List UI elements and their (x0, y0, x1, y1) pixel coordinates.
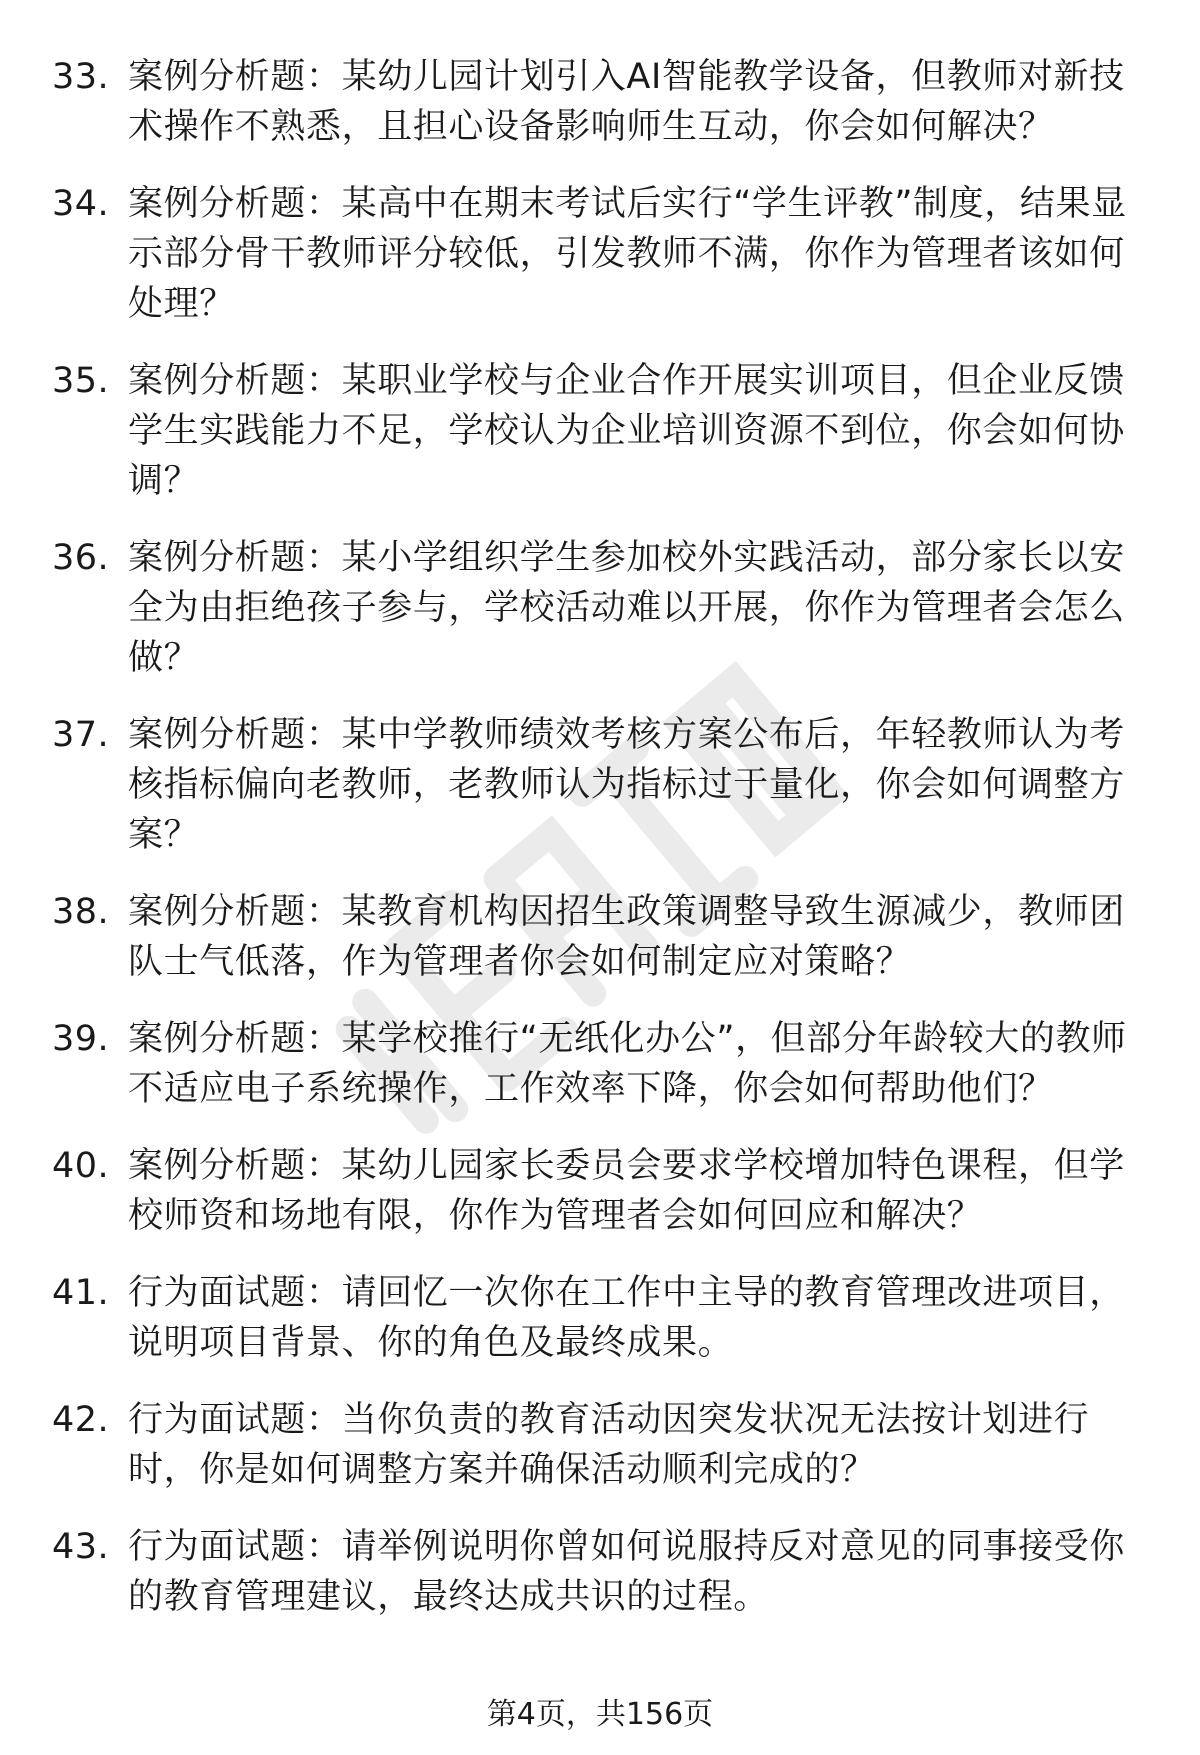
question-number: 43. (52, 1527, 110, 1567)
question-item (0, 1268, 1200, 1368)
question-text: 行为面试题：当你负责的教育活动因突发状况无法按计划进行时，你是如何调整方案并确保活动顺利完成的？ (128, 1400, 1090, 1490)
question-item (0, 52, 1200, 152)
question-text: 案例分析题：某高中在期末考试后实行“学生评教”制度，结果显示部分骨干教师评分较低，引发教师不满，你作为管理者该如何处理？ (128, 184, 1127, 324)
question-item (0, 1395, 1200, 1495)
question-item (0, 1141, 1200, 1241)
question-number: 38. (52, 892, 110, 932)
question-number: 36. (52, 538, 110, 578)
question-number: 35. (52, 361, 110, 401)
question-number: 34. (52, 184, 110, 224)
question-number: 37. (52, 715, 110, 755)
question-text: 案例分析题：某学校推行“无纸化办公”，但部分年龄较大的教师不适应电子系统操作，工作效率下降，你会如何帮助他们？ (128, 1019, 1127, 1109)
question-number: 39. (52, 1019, 110, 1059)
question-number: 33. (52, 57, 110, 97)
question-number: 42. (52, 1400, 110, 1440)
question-item (0, 356, 1200, 506)
question-text: 行为面试题：请回忆一次你在工作中主导的教育管理改进项目，说明项目背景、你的角色及最终成果。 (128, 1273, 1125, 1363)
question-text: 案例分析题：某中学教师绩效考核方案公布后，年轻教师认为考核指标偏向老教师，老教师认为指标过于量化，你会如何调整方案？ (128, 715, 1125, 855)
question-item (0, 887, 1200, 987)
question-text: 案例分析题：某幼儿园计划引入AI智能教学设备，但教师对新技术操作不熟悉，且担心设备影响师生互动，你会如何解决？ (128, 57, 1125, 147)
question-item (0, 1522, 1200, 1622)
question-text: 案例分析题：某小学组织学生参加校外实践活动，部分家长以安全为由拒绝孩子参与，学校活动难以开展，你作为管理者会怎么做？ (128, 538, 1125, 678)
question-number: 41. (52, 1273, 110, 1313)
question-item (0, 179, 1200, 329)
question-text: 案例分析题：某职业学校与企业合作开展实训项目，但企业反馈学生实践能力不足，学校认为企业培训资源不到位，你会如何协调？ (128, 361, 1125, 501)
question-list (0, 52, 1200, 1649)
question-number: 40. (52, 1146, 110, 1186)
question-text: 行为面试题：请举例说明你曾如何说服持反对意见的同事接受你的教育管理建议，最终达成共识的过程。 (128, 1527, 1125, 1617)
page-indicator: 第4页，共156页 (486, 1697, 714, 1732)
question-item (0, 1014, 1200, 1114)
question-text: 案例分析题：某教育机构因招生政策调整导致生源减少，教师团队士气低落，作为管理者你会如何制定应对策略？ (128, 892, 1125, 982)
question-item (0, 533, 1200, 683)
question-text: 案例分析题：某幼儿园家长委员会要求学校增加特色课程，但学校师资和场地有限，你作为管理者会如何回应和解决？ (128, 1146, 1125, 1236)
question-item (0, 710, 1200, 860)
